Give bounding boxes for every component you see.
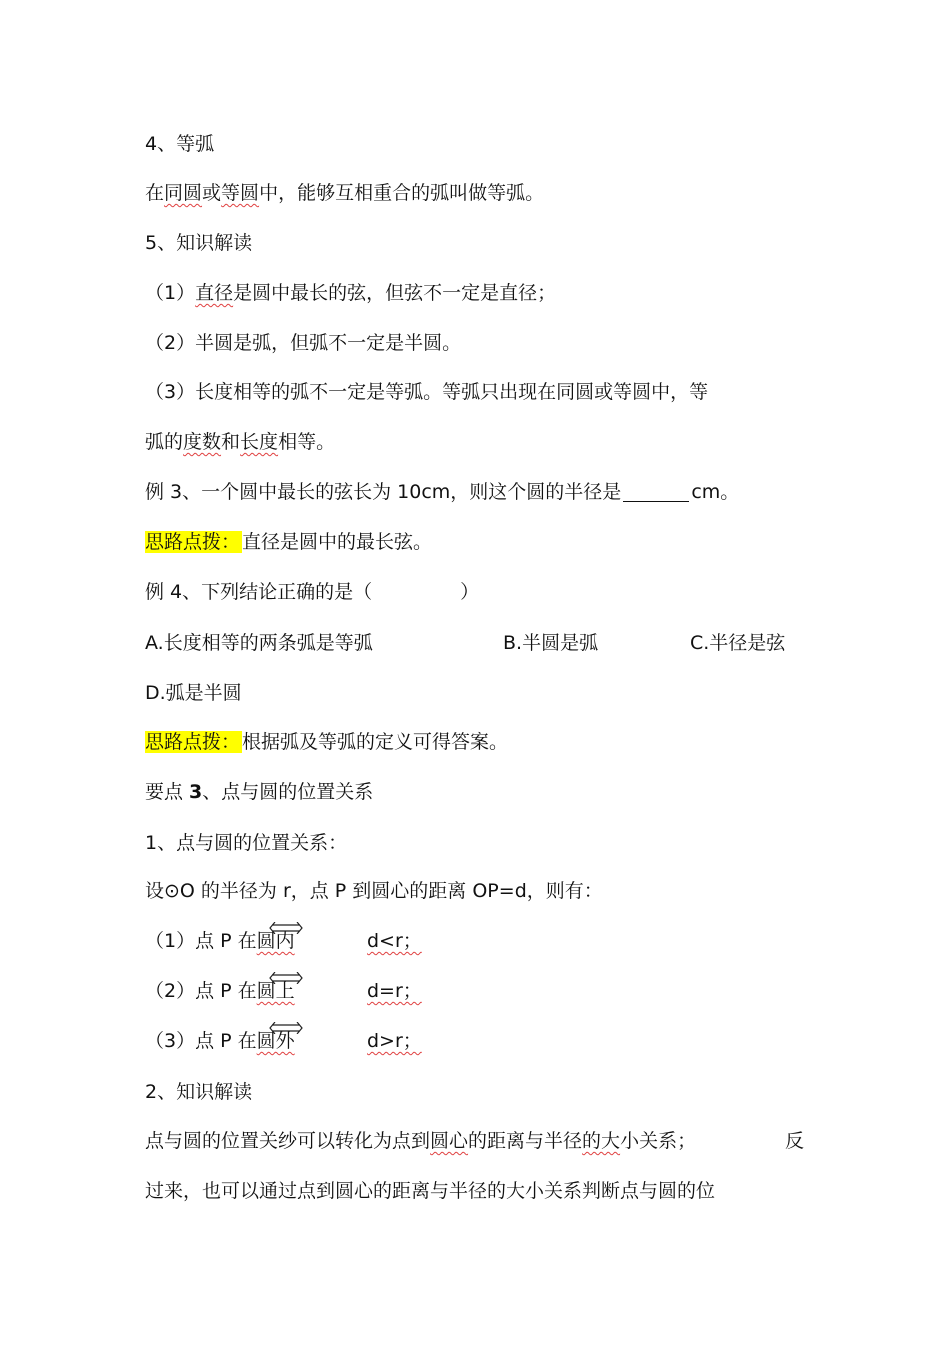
r3-pre: （3）点 P 在	[145, 1030, 257, 1052]
knowledge-item-2: （2）半圆是弧，但弧不一定是半圆。	[145, 332, 462, 354]
double-arrow-icon	[269, 1022, 303, 1034]
arc-definition	[145, 180, 544, 206]
section-5-title: 5、知识解读	[145, 232, 253, 254]
knowledge-item-1	[145, 280, 556, 306]
option-c: C.半径是弦	[690, 632, 786, 654]
ex3-text: 例 3、一个圆中最长的弦长为 10cm，则这个圆的半径是	[145, 481, 622, 503]
def-mid: 或	[202, 182, 222, 204]
subsection-2-title: 2、知识解读	[145, 1081, 253, 1103]
def-word-1: 同圆	[164, 182, 203, 204]
example-4	[145, 579, 479, 605]
item1-pre: （1）	[145, 282, 196, 304]
item1-post: 是圆中最长的弦，但弦不一定是直径；	[233, 282, 557, 304]
example-3-hint	[145, 529, 432, 555]
knowledge-item-3b	[145, 429, 335, 455]
item3b-pre: 弧的	[145, 431, 184, 453]
setup-d: d	[514, 880, 527, 902]
option-b: B.半圆是弧	[503, 632, 599, 654]
kp3-c: 、点与圆的位置关系	[202, 781, 374, 803]
knowledge-item-3a: （3）长度相等的弧不一定是等弧。等弧只出现在同圆或等圆中，等	[145, 381, 709, 403]
double-arrow-icon	[269, 922, 303, 934]
body-a-mid: 的距离与半径	[468, 1130, 583, 1152]
option-a: A.长度相等的两条弧是等弧	[145, 632, 373, 654]
example-4-hint	[145, 729, 508, 755]
setup-statement	[145, 878, 603, 904]
setup-a: 设⊙O 的半径为 r，点 P 到圆心的距离 OP=	[145, 880, 515, 902]
subsection-1-title: 1、点与圆的位置关系：	[145, 832, 348, 854]
body-a-word-1: 圆心	[430, 1130, 469, 1152]
keypoint-3-title	[145, 779, 373, 805]
def-word-2: 等圆	[221, 182, 260, 204]
item3b-mid: 和	[221, 431, 241, 453]
r1-condition: d<r；	[367, 930, 422, 952]
double-arrow-icon	[269, 972, 303, 984]
item1-word: 直径	[195, 282, 234, 304]
option-d: D.弧是半圆	[145, 682, 242, 704]
def-pre: 在	[145, 182, 165, 204]
hint-label: 思路点拨：	[145, 531, 241, 553]
hint-text: 根据弧及等弧的定义可得答案。	[242, 731, 509, 753]
body-a-pre: 点与圆的位置关纱可以转化为点到	[145, 1130, 431, 1152]
body-a-word-2: 的大	[582, 1130, 621, 1152]
item3b-word-1: 度数	[183, 431, 222, 453]
hint-label: 思路点拨：	[145, 731, 241, 753]
example-3	[145, 479, 739, 505]
r3-word: 圆外	[256, 1030, 295, 1052]
hint-text: 直径是圆中的最长弦。	[242, 531, 433, 553]
explanation-line-1	[145, 1128, 696, 1154]
item3b-word-2: 长度	[240, 431, 279, 453]
r1-pre: （1）点 P 在	[145, 930, 257, 952]
setup-b: ，则有：	[526, 880, 603, 902]
r2-pre: （2）点 P 在	[145, 980, 257, 1002]
item3b-post: 相等。	[278, 431, 336, 453]
r1-word: 圆内	[256, 930, 295, 952]
body-a-post: 小关系；	[620, 1130, 697, 1152]
r2-word: 圆上	[256, 980, 295, 1002]
r2-condition: d=r；	[367, 980, 422, 1002]
kp3-a: 要点	[145, 781, 190, 803]
r3-condition: d>r；	[367, 1030, 422, 1052]
answer-blank[interactable]	[623, 483, 689, 502]
ex4-text: 例 4、下列结论正确的是（	[145, 581, 373, 603]
ex3-unit: cm。	[691, 481, 740, 503]
explanation-line-2: 过来，也可以通过点到圆心的距离与半径的大小关系判断点与圆的位	[145, 1180, 716, 1202]
def-post: 中，能够互相重合的弧叫做等弧。	[259, 182, 545, 204]
kp3-num: 3	[189, 781, 203, 803]
section-4-title: 4、等弧	[145, 133, 215, 155]
explanation-line-1-tail: 反	[785, 1130, 805, 1152]
ex4-close: ）	[460, 581, 480, 603]
